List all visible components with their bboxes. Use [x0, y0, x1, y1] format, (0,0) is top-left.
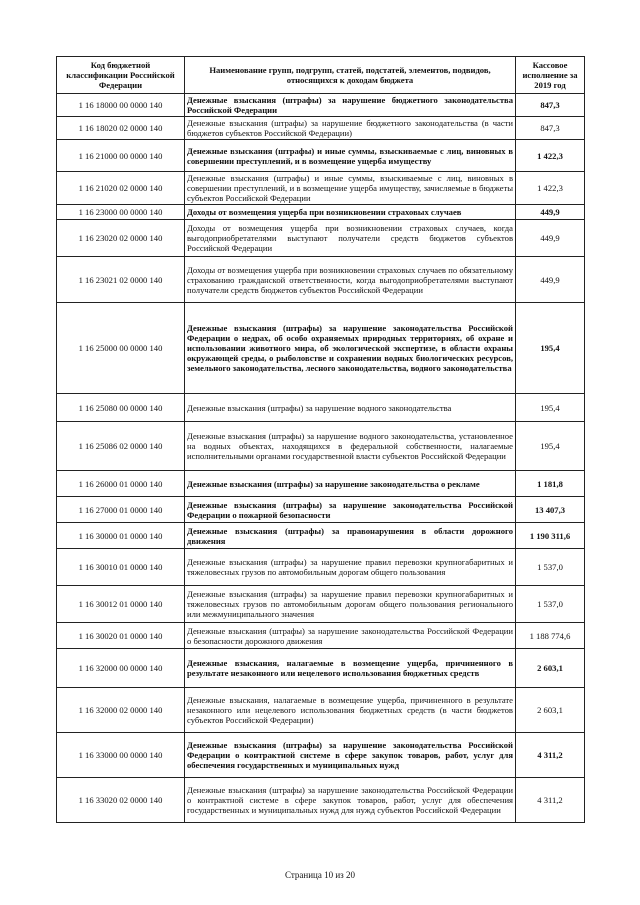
row-amount: 1 188 774,6 [516, 623, 585, 649]
row-name: Денежные взыскания (штрафы) за нарушение водного законодательства, установленное на водных объектах, находящихся в федеральной собственности, налагаемые исполнительными органами государственной власти субъектов Российской Федерации [185, 422, 516, 471]
table-row [57, 94, 585, 117]
row-code: 1 16 23021 02 0000 140 [57, 257, 185, 303]
row-name: Доходы от возмещения ущерба при возникновении страховых случаев по обязательному страхованию гражданской ответственности, когда выгодоприобретателями выступают получатели средств бюджетов субъектов Российской Федерации [185, 257, 516, 303]
table-row [57, 303, 585, 394]
table-row [57, 778, 585, 823]
document-page [56, 56, 584, 823]
row-name: Денежные взыскания (штрафы) за нарушение законодательства Российской Федерации о недрах, об особо охраняемых природных территориях, об охране и использовании животного мира, об экологической экспертизе, в области охраны окружающей среды, о рыболовстве и сохранении водных биологических ресурсов, земельного законодательства, лесного законодательства, водного законодательства [185, 303, 516, 394]
row-code: 1 16 32000 02 0000 140 [57, 688, 185, 733]
row-code: 1 16 25086 02 0000 140 [57, 422, 185, 471]
table-row [57, 140, 585, 172]
table-row [57, 257, 585, 303]
row-amount: 195,4 [516, 394, 585, 422]
row-code: 1 16 30000 01 0000 140 [57, 523, 185, 549]
row-name: Денежные взыскания, налагаемые в возмещение ущерба, причиненного в результате незаконного или нецелевого использования бюджетных средств (в части бюджетов субъектов Российской Федерации) [185, 688, 516, 733]
table-header-row [57, 57, 585, 94]
row-code: 1 16 23000 00 0000 140 [57, 205, 185, 220]
row-code: 1 16 23020 02 0000 140 [57, 220, 185, 257]
row-amount: 4 311,2 [516, 778, 585, 823]
row-amount: 847,3 [516, 94, 585, 117]
row-amount: 195,4 [516, 422, 585, 471]
table-row [57, 422, 585, 471]
row-code: 1 16 26000 01 0000 140 [57, 471, 185, 497]
table-row [57, 733, 585, 778]
row-amount: 1 190 311,6 [516, 523, 585, 549]
row-name: Денежные взыскания (штрафы) за нарушение законодательства Российской Федерации о контрактной системе в сфере закупок товаров, работ, услуг для обеспечения государственных и муниципальных нужд [185, 733, 516, 778]
header-code: Код бюджетной классификации Российской Федерации [57, 57, 185, 94]
row-name: Доходы от возмещения ущерба при возникновении страховых случаев [185, 205, 516, 220]
row-name: Денежные взыскания (штрафы) и иные суммы, взыскиваемые с лиц, виновных в совершении преступлений, и в возмещение ущерба имуществу, зачисляемые в бюджеты субъектов Российской Федерации [185, 172, 516, 205]
row-amount: 195,4 [516, 303, 585, 394]
table-row [57, 205, 585, 220]
row-name: Денежные взыскания (штрафы) за нарушение бюджетного законодательства Российской Федерации [185, 94, 516, 117]
row-amount: 449,9 [516, 257, 585, 303]
row-name: Денежные взыскания (штрафы) за нарушение законодательства Российской Федерации о безопасности дорожного движения [185, 623, 516, 649]
row-code: 1 16 21000 00 0000 140 [57, 140, 185, 172]
row-amount: 1 537,0 [516, 586, 585, 623]
row-code: 1 16 32000 00 0000 140 [57, 649, 185, 688]
row-name: Денежные взыскания (штрафы) за нарушение законодательства о рекламе [185, 471, 516, 497]
row-name: Денежные взыскания (штрафы) за нарушение правил перевозки крупногабаритных и тяжеловесных грузов по автомобильным дорогам общего пользования [185, 549, 516, 586]
row-code: 1 16 30010 01 0000 140 [57, 549, 185, 586]
table-row [57, 586, 585, 623]
row-code: 1 16 33020 02 0000 140 [57, 778, 185, 823]
row-code: 1 16 33000 00 0000 140 [57, 733, 185, 778]
row-name: Денежные взыскания (штрафы) за правонарушения в области дорожного движения [185, 523, 516, 549]
row-name: Денежные взыскания (штрафы) за нарушение водного законодательства [185, 394, 516, 422]
row-amount: 449,9 [516, 205, 585, 220]
table-row [57, 649, 585, 688]
row-code: 1 16 30012 01 0000 140 [57, 586, 185, 623]
row-code: 1 16 30020 01 0000 140 [57, 623, 185, 649]
budget-revenue-table [56, 56, 585, 823]
row-amount: 1 422,3 [516, 172, 585, 205]
row-amount: 847,3 [516, 117, 585, 140]
row-name: Денежные взыскания (штрафы) за нарушение законодательства Российской Федерации о пожарной безопасности [185, 497, 516, 523]
row-amount: 2 603,1 [516, 649, 585, 688]
row-amount: 1 181,8 [516, 471, 585, 497]
table-row [57, 688, 585, 733]
row-code: 1 16 18020 02 0000 140 [57, 117, 185, 140]
row-code: 1 16 27000 01 0000 140 [57, 497, 185, 523]
table-body [57, 94, 585, 823]
row-name: Денежные взыскания, налагаемые в возмещение ущерба, причиненного в результате незаконного или нецелевого использования бюджетных средств [185, 649, 516, 688]
table-row [57, 497, 585, 523]
row-name: Денежные взыскания (штрафы) за нарушение бюджетного законодательства (в части бюджетов субъектов Российской Федерации) [185, 117, 516, 140]
row-name: Денежные взыскания (штрафы) за нарушение законодательства Российской Федерации о контрактной системе в сфере закупок товаров, работ, услуг для обеспечения государственных и муниципальных нужд для нужд субъектов Российской Федерации [185, 778, 516, 823]
row-amount: 1 537,0 [516, 549, 585, 586]
row-code: 1 16 21020 02 0000 140 [57, 172, 185, 205]
header-name: Наименование групп, подгрупп, статей, подстатей, элементов, подвидов, относящихся к доходам бюджета [185, 57, 516, 94]
row-code: 1 16 25080 00 0000 140 [57, 394, 185, 422]
row-code: 1 16 18000 00 0000 140 [57, 94, 185, 117]
row-amount: 4 311,2 [516, 733, 585, 778]
page-number: Страница 10 из 20 [285, 870, 355, 880]
table-row [57, 623, 585, 649]
row-name: Денежные взыскания (штрафы) и иные суммы, взыскиваемые с лиц, виновных в совершении преступлений, и в возмещение ущерба имуществу [185, 140, 516, 172]
table-row [57, 172, 585, 205]
row-amount: 1 422,3 [516, 140, 585, 172]
row-code: 1 16 25000 00 0000 140 [57, 303, 185, 394]
table-row [57, 471, 585, 497]
table-row [57, 117, 585, 140]
row-name: Доходы от возмещения ущерба при возникновении страховых случаев, когда выгодоприобретателями выступают получатели средств бюджетов субъектов Российской Федерации [185, 220, 516, 257]
row-name: Денежные взыскания (штрафы) за нарушение правил перевозки крупногабаритных и тяжеловесных грузов по автомобильным дорогам общего пользования регионального или межмуниципального значения [185, 586, 516, 623]
row-amount: 13 407,3 [516, 497, 585, 523]
table-row [57, 394, 585, 422]
row-amount: 2 603,1 [516, 688, 585, 733]
table-row [57, 220, 585, 257]
table-row [57, 523, 585, 549]
header-amount: Кассовое исполнение за 2019 год [516, 57, 585, 94]
table-row [57, 549, 585, 586]
row-amount: 449,9 [516, 220, 585, 257]
